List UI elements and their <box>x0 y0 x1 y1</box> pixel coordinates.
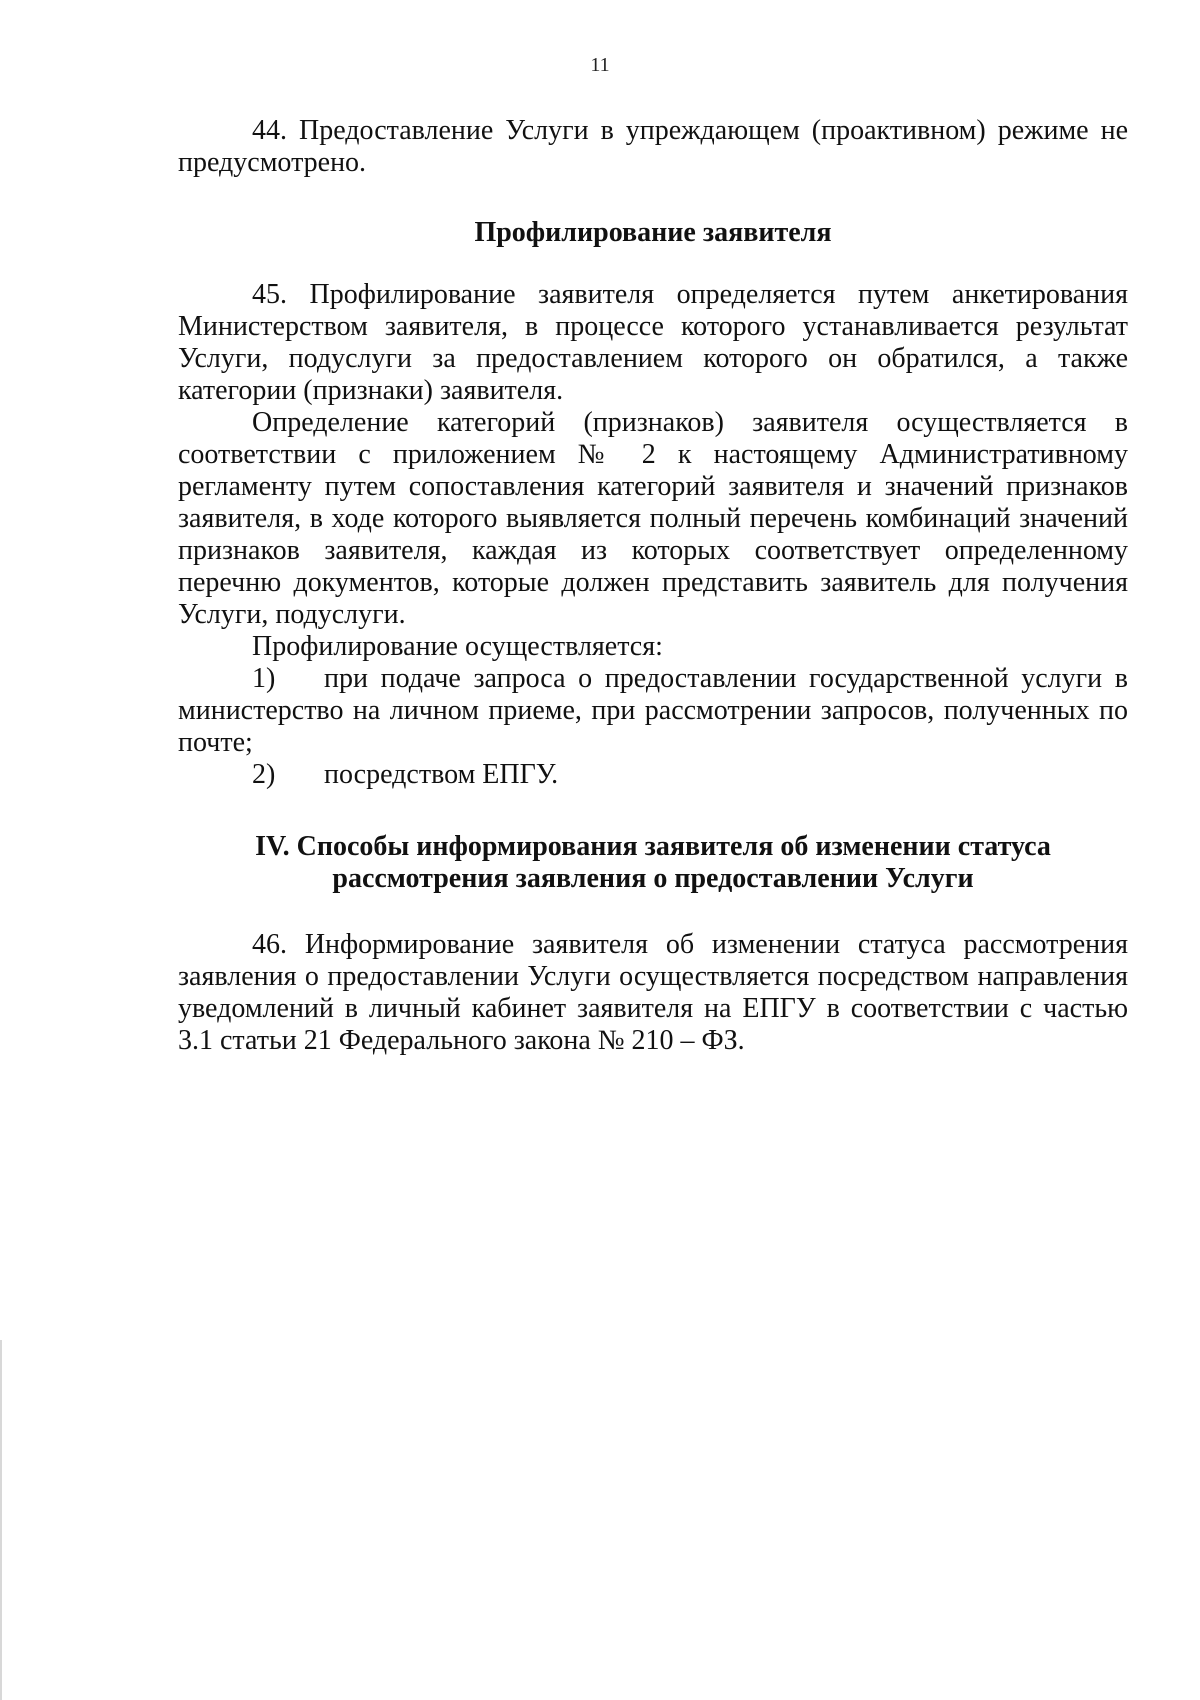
paragraph-45-1: 45. Профилирование заявителя определяется путем анкетирования Министерством заявителя, в процессе которого устанавливается результат Услуги, подуслуги за предоставлением которого он обратился, а также категории (признаки) заявителя. <box>178 279 1128 406</box>
page-number: 11 <box>590 54 610 76</box>
list-item-1 <box>178 663 1128 759</box>
paragraph-45-2: Определение категорий (признаков) заявителя осуществляется в соответствии с приложением № 2 к настоящему Административному регламенту путем сопоставления категорий заявителя и значений признаков заявителя, в ходе которого выявляется полный перечень комбинаций значений признаков заявителя, каждая из которых соответствует определенному перечню документов, которые должен представить заявитель для получения Услуги, подуслуги. <box>178 407 1128 630</box>
paragraph-44: 44. Предоставление Услуги в упреждающем (проактивном) режиме не предусмотрено. <box>178 115 1128 178</box>
list-item-text: при подаче запроса о предоставлении государственной услуги в министерство на личном приеме, при рассмотрении запросов, полученных по почте; <box>178 663 1128 758</box>
paragraph-45-3: Профилирование осуществляется: <box>252 631 663 662</box>
document-body <box>178 115 1128 1057</box>
list-item-number: 1) <box>252 663 276 694</box>
scan-edge-line <box>0 1340 2 1700</box>
list-item-text: посредством ЕПГУ. <box>324 759 559 790</box>
heading-section-iv <box>178 831 1128 895</box>
heading-section-iv-line1: IV. Способы информирования заявителя об изменении статуса <box>255 831 1051 862</box>
paragraph-46: 46. Информирование заявителя об изменении статуса рассмотрения заявления о предоставлении Услуги осуществляется посредством направления уведомлений в личный кабинет заявителя на ЕПГУ в соответствии с частью 3.1 статьи 21 Федерального закона № 210 – ФЗ. <box>178 929 1128 1056</box>
list-item-number: 2) <box>252 759 276 790</box>
list-item-2 <box>178 759 1128 791</box>
heading-profiling: Профилирование заявителя <box>474 217 832 248</box>
heading-section-iv-line2: рассмотрения заявления о предоставлении Услуги <box>332 863 974 894</box>
